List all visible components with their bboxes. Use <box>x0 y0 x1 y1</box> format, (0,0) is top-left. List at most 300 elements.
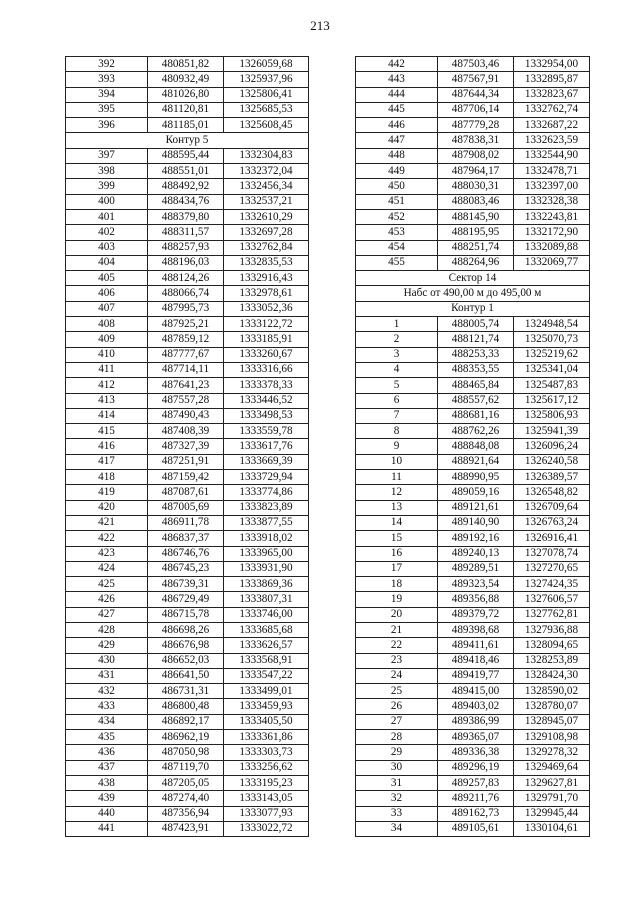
y-coordinate: 1332243,81 <box>514 209 590 224</box>
y-coordinate: 1333918,02 <box>224 531 309 546</box>
table-row <box>356 653 590 668</box>
y-coordinate: 1325806,93 <box>514 408 590 423</box>
section-heading: Набс от 490,00 м до 495,00 м <box>356 286 590 301</box>
x-coordinate: 487119,70 <box>148 760 224 775</box>
table-row <box>356 684 590 699</box>
y-coordinate: 1333361,86 <box>224 730 309 745</box>
x-coordinate: 488848,08 <box>438 439 514 454</box>
point-number: 445 <box>356 102 438 117</box>
y-coordinate: 1325341,04 <box>514 362 590 377</box>
section-heading-row <box>66 133 309 148</box>
y-coordinate: 1329945,44 <box>514 806 590 821</box>
point-number: 441 <box>66 821 148 836</box>
table-row <box>356 393 590 408</box>
x-coordinate: 488264,96 <box>438 255 514 270</box>
x-coordinate: 488762,26 <box>438 424 514 439</box>
x-coordinate: 487327,39 <box>148 439 224 454</box>
point-number: 400 <box>66 194 148 209</box>
table-row <box>66 240 309 255</box>
x-coordinate: 486715,78 <box>148 607 224 622</box>
y-coordinate: 1333729,94 <box>224 470 309 485</box>
y-coordinate: 1332835,53 <box>224 255 309 270</box>
table-row <box>66 332 309 347</box>
point-number: 411 <box>66 362 148 377</box>
y-coordinate: 1329469,64 <box>514 760 590 775</box>
point-number: 20 <box>356 607 438 622</box>
y-coordinate: 1325070,73 <box>514 332 590 347</box>
y-coordinate: 1333823,89 <box>224 500 309 515</box>
y-coordinate: 1328590,02 <box>514 684 590 699</box>
table-row <box>66 194 309 209</box>
point-number: 455 <box>356 255 438 270</box>
point-number: 450 <box>356 179 438 194</box>
x-coordinate: 486729,49 <box>148 592 224 607</box>
table-row <box>66 806 309 821</box>
y-coordinate: 1327606,57 <box>514 592 590 607</box>
point-number: 409 <box>66 332 148 347</box>
point-number: 428 <box>66 622 148 637</box>
point-number: 396 <box>66 118 148 133</box>
x-coordinate: 488083,46 <box>438 194 514 209</box>
point-number: 410 <box>66 347 148 362</box>
y-coordinate: 1333669,39 <box>224 454 309 469</box>
point-number: 395 <box>66 102 148 117</box>
x-coordinate: 488681,16 <box>438 408 514 423</box>
y-coordinate: 1333626,57 <box>224 638 309 653</box>
x-coordinate: 489403,02 <box>438 699 514 714</box>
point-number: 26 <box>356 699 438 714</box>
x-coordinate: 487925,21 <box>148 317 224 332</box>
point-number: 3 <box>356 347 438 362</box>
y-coordinate: 1333746,00 <box>224 607 309 622</box>
point-number: 404 <box>66 255 148 270</box>
page-number: 213 <box>310 18 330 33</box>
point-number: 17 <box>356 561 438 576</box>
table-row <box>356 179 590 194</box>
table-row <box>66 775 309 790</box>
x-coordinate: 489140,90 <box>438 515 514 530</box>
point-number: 417 <box>66 454 148 469</box>
x-coordinate: 489162,73 <box>438 806 514 821</box>
table-row <box>356 225 590 240</box>
point-number: 29 <box>356 745 438 760</box>
table-row <box>356 317 590 332</box>
x-coordinate: 487995,73 <box>148 301 224 316</box>
table-row <box>356 821 590 836</box>
y-coordinate: 1324948,54 <box>514 317 590 332</box>
table-row <box>66 378 309 393</box>
y-coordinate: 1333077,93 <box>224 806 309 821</box>
table-row <box>356 408 590 423</box>
table-row <box>356 133 590 148</box>
table-row <box>66 485 309 500</box>
table-row <box>66 408 309 423</box>
y-coordinate: 1332372,04 <box>224 164 309 179</box>
y-coordinate: 1332762,84 <box>224 240 309 255</box>
table-row <box>66 500 309 515</box>
x-coordinate: 487408,39 <box>148 424 224 439</box>
x-coordinate: 489418,46 <box>438 653 514 668</box>
section-heading: Сектор 14 <box>356 271 590 286</box>
table-row <box>66 255 309 270</box>
point-number: 447 <box>356 133 438 148</box>
x-coordinate: 487490,43 <box>148 408 224 423</box>
y-coordinate: 1325608,45 <box>224 118 309 133</box>
x-coordinate: 487779,28 <box>438 118 514 133</box>
point-number: 422 <box>66 531 148 546</box>
x-coordinate: 487159,42 <box>148 470 224 485</box>
table-row <box>356 546 590 561</box>
x-coordinate: 489379,72 <box>438 607 514 622</box>
table-row <box>66 148 309 163</box>
point-number: 401 <box>66 209 148 224</box>
x-coordinate: 487964,17 <box>438 164 514 179</box>
x-coordinate: 489386,99 <box>438 714 514 729</box>
y-coordinate: 1333143,05 <box>224 791 309 806</box>
point-number: 431 <box>66 668 148 683</box>
point-number: 436 <box>66 745 148 760</box>
coordinates-table-right <box>355 56 590 837</box>
y-coordinate: 1333499,01 <box>224 684 309 699</box>
x-coordinate: 487503,46 <box>438 57 514 72</box>
point-number: 426 <box>66 592 148 607</box>
x-coordinate: 481120,81 <box>148 102 224 117</box>
table-row <box>356 378 590 393</box>
x-coordinate: 486746,76 <box>148 546 224 561</box>
table-row <box>66 745 309 760</box>
y-coordinate: 1333195,23 <box>224 775 309 790</box>
point-number: 10 <box>356 454 438 469</box>
table-row <box>66 317 309 332</box>
x-coordinate: 488595,44 <box>148 148 224 163</box>
y-coordinate: 1329108,98 <box>514 730 590 745</box>
point-number: 5 <box>356 378 438 393</box>
point-number: 444 <box>356 87 438 102</box>
point-number: 405 <box>66 271 148 286</box>
point-number: 420 <box>66 500 148 515</box>
table-row <box>66 179 309 194</box>
table-row <box>356 607 590 622</box>
point-number: 429 <box>66 638 148 653</box>
x-coordinate: 487567,91 <box>438 72 514 87</box>
y-coordinate: 1325685,53 <box>224 102 309 117</box>
table-row <box>66 668 309 683</box>
table-row <box>356 791 590 806</box>
table-row <box>356 347 590 362</box>
point-number: 21 <box>356 622 438 637</box>
table-row <box>356 118 590 133</box>
point-number: 30 <box>356 760 438 775</box>
y-coordinate: 1328780,07 <box>514 699 590 714</box>
table-row <box>66 577 309 592</box>
y-coordinate: 1325806,41 <box>224 87 309 102</box>
x-coordinate: 481185,01 <box>148 118 224 133</box>
y-coordinate: 1333459,93 <box>224 699 309 714</box>
x-coordinate: 488253,33 <box>438 347 514 362</box>
y-coordinate: 1333316,66 <box>224 362 309 377</box>
point-number: 433 <box>66 699 148 714</box>
point-number: 430 <box>66 653 148 668</box>
point-number: 413 <box>66 393 148 408</box>
point-number: 423 <box>66 546 148 561</box>
x-coordinate: 489323,54 <box>438 577 514 592</box>
x-coordinate: 486837,37 <box>148 531 224 546</box>
y-coordinate: 1333260,67 <box>224 347 309 362</box>
table-row <box>66 821 309 836</box>
y-coordinate: 1326763,24 <box>514 515 590 530</box>
point-number: 449 <box>356 164 438 179</box>
point-number: 18 <box>356 577 438 592</box>
y-coordinate: 1328253,89 <box>514 653 590 668</box>
x-coordinate: 489105,61 <box>438 821 514 836</box>
point-number: 424 <box>66 561 148 576</box>
x-coordinate: 488124,26 <box>148 271 224 286</box>
point-number: 32 <box>356 791 438 806</box>
point-number: 414 <box>66 408 148 423</box>
x-coordinate: 489240,13 <box>438 546 514 561</box>
table-row <box>66 592 309 607</box>
x-coordinate: 486962,19 <box>148 730 224 745</box>
table-row <box>356 72 590 87</box>
point-number: 22 <box>356 638 438 653</box>
y-coordinate: 1325617,12 <box>514 393 590 408</box>
y-coordinate: 1333256,62 <box>224 760 309 775</box>
y-coordinate: 1333965,00 <box>224 546 309 561</box>
table-row <box>356 148 590 163</box>
x-coordinate: 486800,48 <box>148 699 224 714</box>
table-row <box>66 454 309 469</box>
x-coordinate: 489336,38 <box>438 745 514 760</box>
y-coordinate: 1332623,59 <box>514 133 590 148</box>
section-heading: Контур 5 <box>66 133 309 148</box>
table-row <box>66 638 309 653</box>
table-row <box>356 485 590 500</box>
table-row <box>66 546 309 561</box>
x-coordinate: 488311,57 <box>148 225 224 240</box>
x-coordinate: 489365,07 <box>438 730 514 745</box>
point-number: 454 <box>356 240 438 255</box>
point-number: 399 <box>66 179 148 194</box>
x-coordinate: 487644,34 <box>438 87 514 102</box>
point-number: 402 <box>66 225 148 240</box>
table-row <box>66 286 309 301</box>
y-coordinate: 1332172,90 <box>514 225 590 240</box>
x-coordinate: 481026,80 <box>148 87 224 102</box>
y-coordinate: 1332823,67 <box>514 87 590 102</box>
x-coordinate: 488353,55 <box>438 362 514 377</box>
table-row <box>356 699 590 714</box>
table-row <box>356 577 590 592</box>
table-row <box>66 209 309 224</box>
y-coordinate: 1325941,39 <box>514 424 590 439</box>
x-coordinate: 488196,03 <box>148 255 224 270</box>
table-row <box>66 439 309 454</box>
point-number: 31 <box>356 775 438 790</box>
x-coordinate: 489411,61 <box>438 638 514 653</box>
point-number: 392 <box>66 57 148 72</box>
y-coordinate: 1332762,74 <box>514 102 590 117</box>
y-coordinate: 1332610,29 <box>224 209 309 224</box>
y-coordinate: 1326709,64 <box>514 500 590 515</box>
point-number: 427 <box>66 607 148 622</box>
x-coordinate: 487274,40 <box>148 791 224 806</box>
x-coordinate: 488121,74 <box>438 332 514 347</box>
coordinates-table-left <box>65 56 309 837</box>
table-row <box>66 760 309 775</box>
point-number: 437 <box>66 760 148 775</box>
y-coordinate: 1333052,36 <box>224 301 309 316</box>
y-coordinate: 1333617,76 <box>224 439 309 454</box>
x-coordinate: 489192,16 <box>438 531 514 546</box>
x-coordinate: 486641,50 <box>148 668 224 683</box>
table-row <box>356 775 590 790</box>
y-coordinate: 1333122,72 <box>224 317 309 332</box>
y-coordinate: 1333559,78 <box>224 424 309 439</box>
x-coordinate: 486911,78 <box>148 515 224 530</box>
table-row <box>356 164 590 179</box>
point-number: 421 <box>66 515 148 530</box>
point-number: 416 <box>66 439 148 454</box>
y-coordinate: 1325219,62 <box>514 347 590 362</box>
table-row <box>66 531 309 546</box>
point-number: 406 <box>66 286 148 301</box>
table-row <box>356 424 590 439</box>
point-number: 432 <box>66 684 148 699</box>
x-coordinate: 489257,83 <box>438 775 514 790</box>
table-row <box>66 393 309 408</box>
y-coordinate: 1332069,77 <box>514 255 590 270</box>
table-row <box>356 592 590 607</box>
x-coordinate: 488492,92 <box>148 179 224 194</box>
y-coordinate: 1326548,82 <box>514 485 590 500</box>
x-coordinate: 488145,90 <box>438 209 514 224</box>
x-coordinate: 488551,01 <box>148 164 224 179</box>
x-coordinate: 486745,23 <box>148 561 224 576</box>
point-number: 4 <box>356 362 438 377</box>
point-number: 25 <box>356 684 438 699</box>
y-coordinate: 1332456,34 <box>224 179 309 194</box>
point-number: 415 <box>66 424 148 439</box>
section-heading-row <box>356 271 590 286</box>
y-coordinate: 1329791,70 <box>514 791 590 806</box>
table-row <box>356 561 590 576</box>
x-coordinate: 486652,03 <box>148 653 224 668</box>
x-coordinate: 489415,00 <box>438 684 514 699</box>
x-coordinate: 487777,67 <box>148 347 224 362</box>
table-row <box>66 164 309 179</box>
table-row <box>66 271 309 286</box>
x-coordinate: 486892,17 <box>148 714 224 729</box>
x-coordinate: 486731,31 <box>148 684 224 699</box>
y-coordinate: 1333185,91 <box>224 332 309 347</box>
x-coordinate: 487251,91 <box>148 454 224 469</box>
y-coordinate: 1332537,21 <box>224 194 309 209</box>
table-row <box>66 607 309 622</box>
y-coordinate: 1327078,74 <box>514 546 590 561</box>
y-coordinate: 1333568,91 <box>224 653 309 668</box>
point-number: 23 <box>356 653 438 668</box>
table-row <box>356 806 590 821</box>
table-row <box>356 760 590 775</box>
table-row <box>66 57 309 72</box>
point-number: 408 <box>66 317 148 332</box>
table-row <box>66 653 309 668</box>
x-coordinate: 489289,51 <box>438 561 514 576</box>
table-row <box>356 531 590 546</box>
point-number: 442 <box>356 57 438 72</box>
x-coordinate: 486698,26 <box>148 622 224 637</box>
point-number: 452 <box>356 209 438 224</box>
table-row <box>356 102 590 117</box>
point-number: 434 <box>66 714 148 729</box>
point-number: 11 <box>356 470 438 485</box>
point-number: 1 <box>356 317 438 332</box>
y-coordinate: 1333931,90 <box>224 561 309 576</box>
y-coordinate: 1325937,96 <box>224 72 309 87</box>
table-row <box>66 362 309 377</box>
table-row <box>356 470 590 485</box>
y-coordinate: 1327424,35 <box>514 577 590 592</box>
point-number: 19 <box>356 592 438 607</box>
y-coordinate: 1332304,83 <box>224 148 309 163</box>
point-number: 397 <box>66 148 148 163</box>
point-number: 448 <box>356 148 438 163</box>
point-number: 418 <box>66 470 148 485</box>
table-row <box>356 57 590 72</box>
y-coordinate: 1327270,65 <box>514 561 590 576</box>
x-coordinate: 487356,94 <box>148 806 224 821</box>
y-coordinate: 1332895,87 <box>514 72 590 87</box>
section-heading: Контур 1 <box>356 301 590 316</box>
table-row <box>66 470 309 485</box>
x-coordinate: 487005,69 <box>148 500 224 515</box>
point-number: 407 <box>66 301 148 316</box>
point-number: 2 <box>356 332 438 347</box>
point-number: 16 <box>356 546 438 561</box>
table-row <box>356 209 590 224</box>
table-row <box>66 622 309 637</box>
y-coordinate: 1332687,22 <box>514 118 590 133</box>
y-coordinate: 1332478,71 <box>514 164 590 179</box>
table-row <box>66 347 309 362</box>
point-number: 439 <box>66 791 148 806</box>
x-coordinate: 488557,62 <box>438 393 514 408</box>
table-row <box>66 791 309 806</box>
x-coordinate: 489211,76 <box>438 791 514 806</box>
x-coordinate: 487423,91 <box>148 821 224 836</box>
y-coordinate: 1332978,61 <box>224 286 309 301</box>
x-coordinate: 488005,74 <box>438 317 514 332</box>
y-coordinate: 1330104,61 <box>514 821 590 836</box>
y-coordinate: 1332089,88 <box>514 240 590 255</box>
table-row <box>66 72 309 87</box>
y-coordinate: 1333022,72 <box>224 821 309 836</box>
point-number: 403 <box>66 240 148 255</box>
point-number: 15 <box>356 531 438 546</box>
y-coordinate: 1333877,55 <box>224 515 309 530</box>
table-row <box>66 225 309 240</box>
x-coordinate: 489398,68 <box>438 622 514 637</box>
point-number: 425 <box>66 577 148 592</box>
table-row <box>66 699 309 714</box>
y-coordinate: 1329278,32 <box>514 745 590 760</box>
table-row <box>356 194 590 209</box>
x-coordinate: 489356,88 <box>438 592 514 607</box>
table-row <box>66 561 309 576</box>
table-row <box>66 684 309 699</box>
y-coordinate: 1328945,07 <box>514 714 590 729</box>
point-number: 27 <box>356 714 438 729</box>
